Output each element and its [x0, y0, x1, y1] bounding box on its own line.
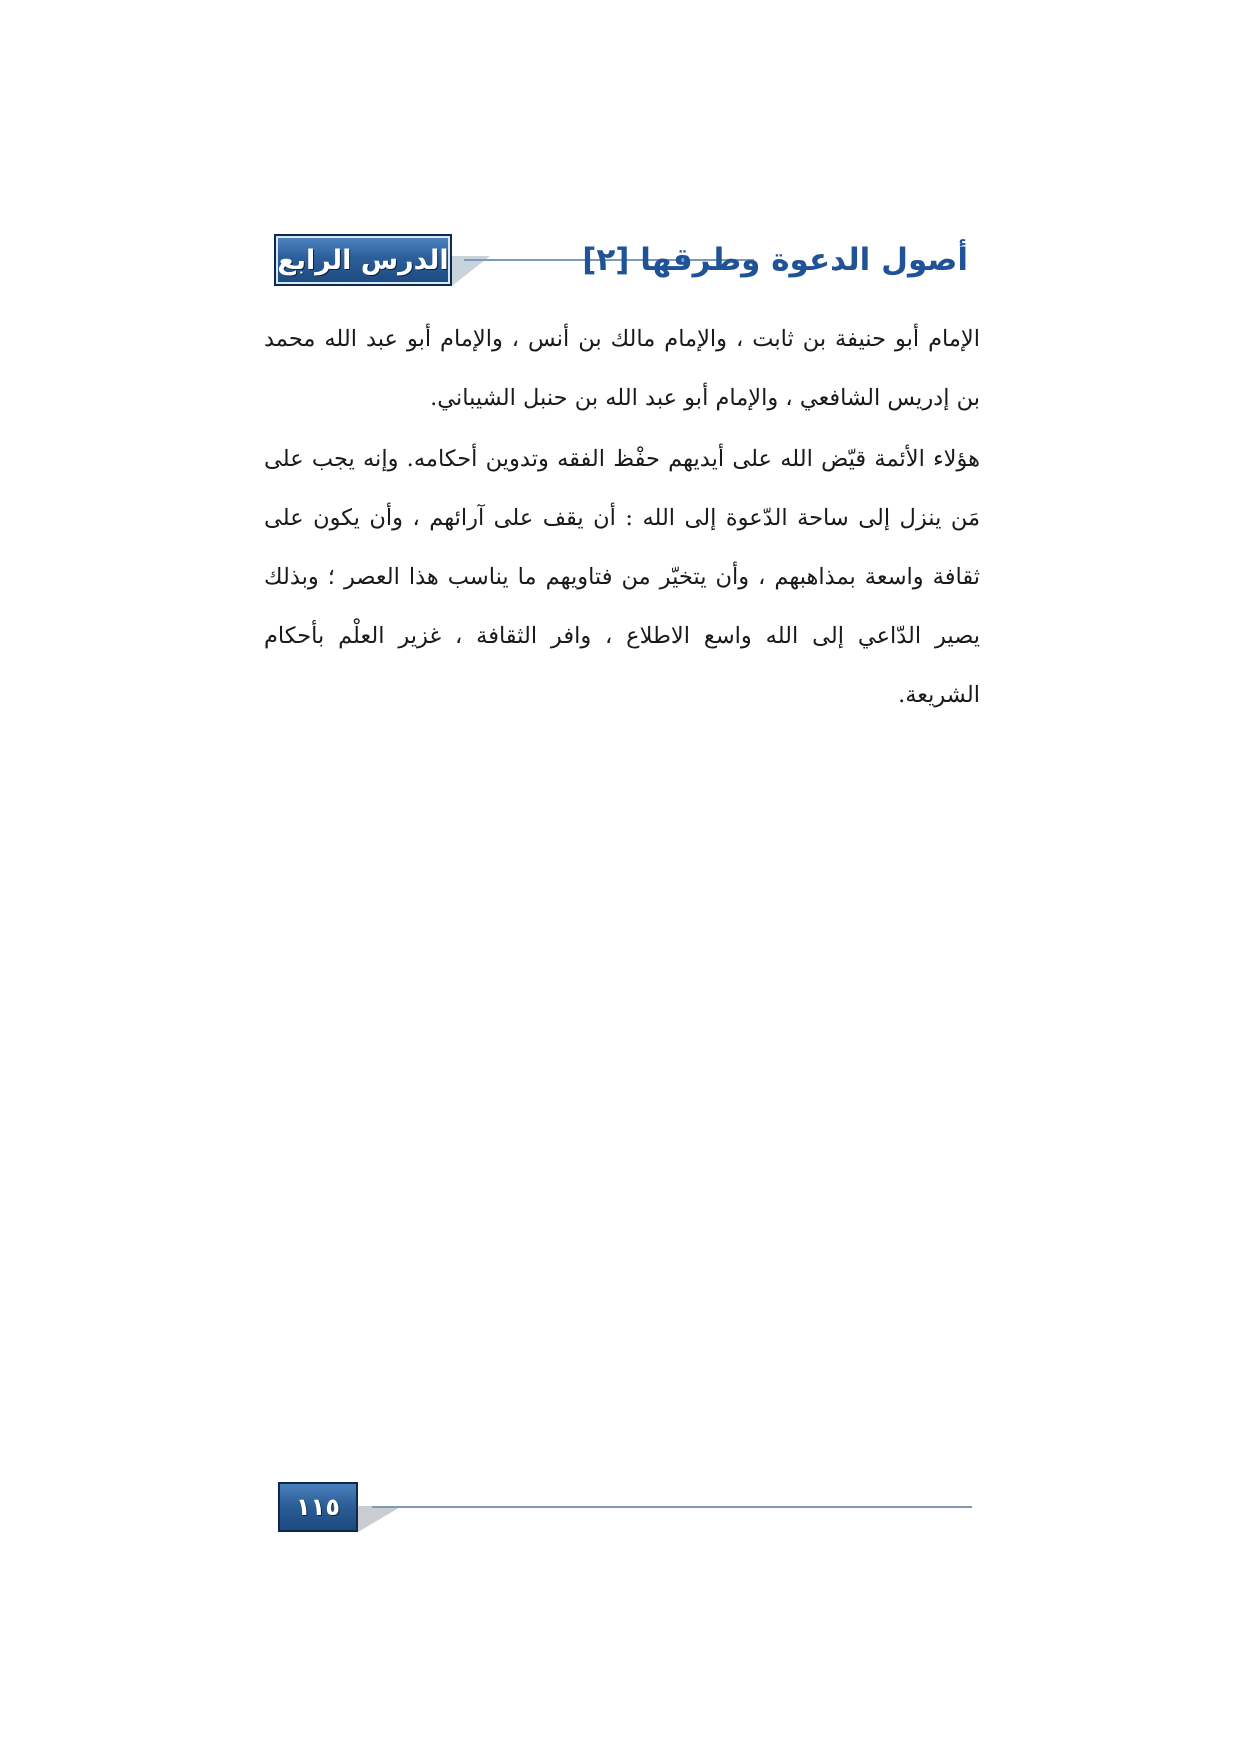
footer-divider [372, 1506, 972, 1508]
page-header [274, 232, 974, 288]
paragraph: هؤلاء الأئمة قيّض الله على أيديهم حفْظ الفقه وتدوين أحكامه. وإنه يجب على مَن ينزل إلى ساحة الدّعوة إلى الله : أن يقف على آرائهم ، وأن يكون على ثقافة واسعة بمذاهبهم ، وأن يتخيّر من فتاويهم ما يناسب هذا العصر ؛ وبذلك يصير الدّاعي إلى الله واسع الاطلاع ، وافر الثقافة ، غزير العلْم بأحكام الشريعة. [264, 446, 980, 708]
course-title: أصول الدعوة وطرقها [٢] [582, 242, 968, 278]
body-text [264, 310, 980, 725]
page-number: ١١٥ [278, 1482, 358, 1532]
page-footer [278, 1482, 978, 1542]
footer-shadow-decoration [358, 1506, 402, 1532]
lesson-label: الدرس الرابع [277, 244, 449, 276]
lesson-badge [274, 234, 452, 286]
paragraph: الإمام أبو حنيفة بن ثابت ، والإمام مالك بن أنس ، والإمام أبو عبد الله محمد بن إدريس الشافعي ، والإمام أبو عبد الله بن حنبل الشيباني. [264, 326, 980, 411]
